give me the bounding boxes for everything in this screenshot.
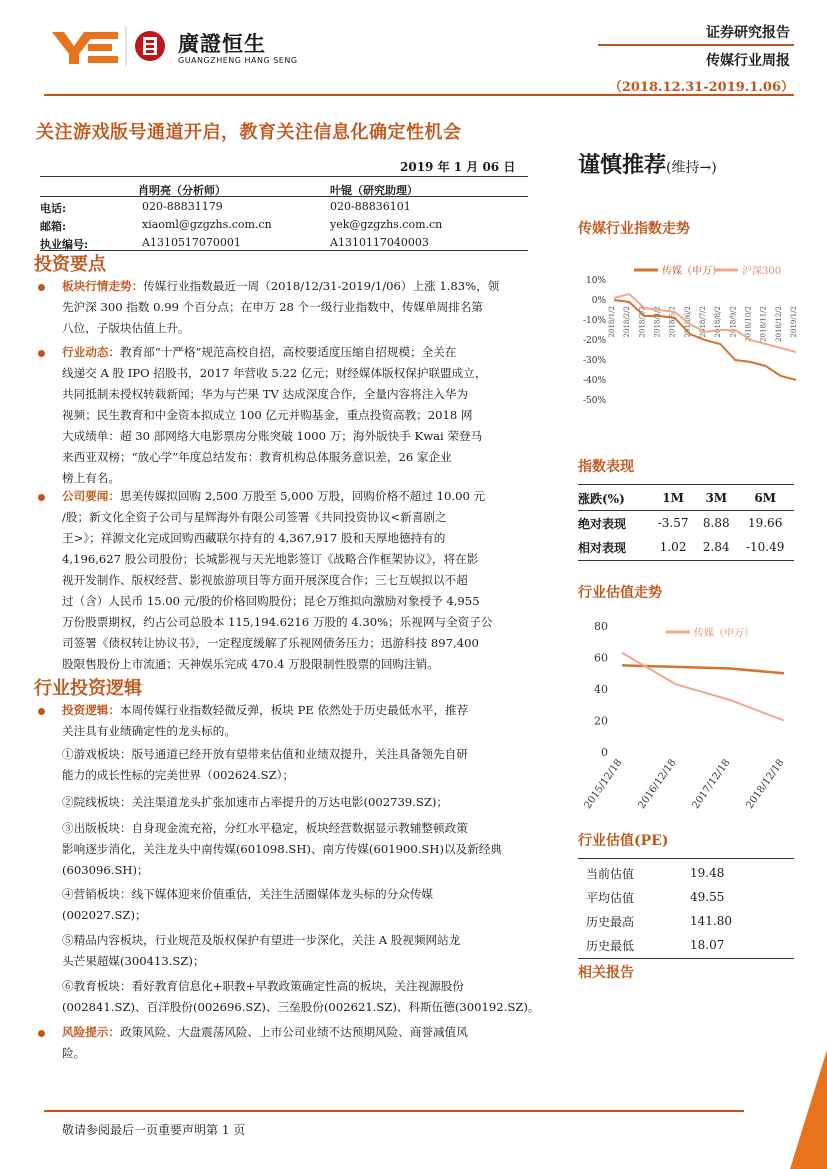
divider <box>40 176 528 177</box>
text-line: 过（含）人民币 15.00 元/股的价格回购股份；昆仑万维拟向激励对象授予 4,955 <box>62 594 480 608</box>
x-tick-label: 2018/8/2 <box>714 306 723 338</box>
col-header: 1M <box>662 491 684 505</box>
row-label: 历史最低 <box>586 938 635 953</box>
text-line: 视频；民生教育和中金资本拟成立 100 亿元并购基金，重点投资高教；2018 网 <box>62 408 473 422</box>
rating-note: (维持→) <box>666 160 717 176</box>
row-label: 相对表现 <box>578 540 627 555</box>
table-row <box>578 885 794 909</box>
pe-table <box>578 861 794 957</box>
text-line: 共同抵制未授权转载新闻；华为与芒果 TV 达成深度合作，全量内容将注入华为 <box>62 387 469 401</box>
footer-rule <box>44 1110 744 1112</box>
analyst-1-email: xiaoml@gzgzhs.com.cn <box>142 218 272 231</box>
analyst-phone-row <box>40 198 528 216</box>
analyst-2-name: 叶锟（研究助理） <box>330 184 418 197</box>
table-row <box>578 511 794 536</box>
risk-label: 风险提示： <box>62 1025 120 1039</box>
company-logo-mark <box>52 28 118 70</box>
y-tick-label: 40 <box>594 683 608 696</box>
x-tick-label: 2018/12/18 <box>744 757 787 811</box>
col-header: 6M <box>754 491 776 505</box>
seal-logo <box>124 26 170 66</box>
analyst-1-name: 肖明亮（分析师） <box>138 184 226 197</box>
logic-item-marketing <box>62 884 562 926</box>
analyst-email-row <box>40 216 528 234</box>
x-tick-label: 2018/9/2 <box>729 306 738 338</box>
cell: 19.66 <box>747 516 783 530</box>
bullet <box>38 494 45 501</box>
related-reports-title: 相关报告 <box>578 965 634 981</box>
analyst-1-phone: 020-88831179 <box>142 200 223 213</box>
text-line: 关注具有业绩确定性的龙头标的。 <box>62 724 236 738</box>
legend-hs300: 沪深300 <box>742 266 782 277</box>
text-line: 4,196,627 股公司股份；长城影视与天光地影签订《战略合作框架协议》，将在影 <box>62 552 479 566</box>
corner-decoration <box>790 1050 827 1169</box>
text-line: 能力的成长性标的完美世界（002624.SZ）； <box>62 768 295 782</box>
industry-news-label: 行业动态： <box>62 345 120 359</box>
row-label: 绝对表现 <box>578 516 627 531</box>
text-line: 股限售股份上市流通；天神娱乐完成 470.4 万股限制性股票的回购注销。 <box>62 657 439 671</box>
text-line: 大成绩单：超 30 部网络大电影票房分账突破 1000 万；海外版快手 Kwai 荣登马 <box>62 429 483 443</box>
text-line: (603096.SH)； <box>62 863 149 877</box>
text-line: 教育部“十严格”规范高校自招，高校要适度压缩自招规模；全关在 <box>119 345 457 359</box>
report-date: 2019 年 1 月 06 日 <box>400 160 516 174</box>
text-line: 来西亚双榜；“放心学”年度总结发布：教育机构总体服务意识差，26 家企业 <box>62 450 452 464</box>
divider <box>40 250 528 251</box>
x-tick-label: 2017/12/18 <box>690 757 733 811</box>
text-line: 榜上有名。 <box>62 471 120 485</box>
x-tick-label: 2018/12/2 <box>774 306 783 342</box>
industry-news-paragraph <box>62 342 562 489</box>
investment-logic-label: 投资逻辑： <box>62 703 120 717</box>
text-line: ⑥教育板块：看好教育信息化+职教+早教政策确定性高的板块，关注视源股份 <box>62 979 465 993</box>
x-tick-label: 2018/3/2 <box>638 306 647 338</box>
cell: -3.57 <box>657 516 689 530</box>
text-line: 万份股票期权，约占公司总股本 115,194.6216 万股的 4.30%；乐视网与全资子公 <box>62 615 493 629</box>
cell: 141.80 <box>690 914 732 928</box>
footer-text: 敬请参阅最后一页重要声明第 1 页 <box>62 1123 246 1137</box>
text-line: 头芒果超媒(300413.SZ)； <box>62 954 205 968</box>
text-line: 思美传媒拟回购 2,500 万股至 5,000 万股，回购价格不超过 10.00 元 <box>119 489 486 503</box>
table-row <box>578 933 794 957</box>
x-tick-label: 2018/1/2 <box>608 306 616 338</box>
divider <box>578 484 794 485</box>
divider <box>598 44 794 46</box>
report-name: 传媒行业周报 <box>706 53 790 69</box>
text-line: (002027.SZ)； <box>62 908 147 922</box>
col-header: 涨跌(%) <box>578 491 625 506</box>
analyst-2-license: A1310117040003 <box>330 236 429 249</box>
phone-label: 电话: <box>40 202 67 215</box>
text-line: ⑤精品内容板块，行业规范及版权保护有望进一步深化，关注 A 股视频网站龙 <box>62 933 461 947</box>
text-line: 司签署《债权转让协议书》，一定程度缓解了乐视网债务压力；迅游科技 897,400 <box>62 636 479 650</box>
x-tick-label: 2018/5/2 <box>668 306 677 338</box>
valuation-trend-chart <box>574 610 806 820</box>
rating-main: 谨慎推荐 <box>578 152 667 178</box>
row-label: 平均估值 <box>586 890 635 905</box>
logic-item-publishing <box>62 818 562 881</box>
x-tick-label: 2018/11/2 <box>759 306 768 342</box>
y-tick-label: 60 <box>594 651 608 665</box>
market-trend-label: 板块行情走势： <box>62 279 144 293</box>
text-line: 影响逐步消化，关注龙头中南传媒(601098.SH)、南方传媒(601900.SH)以及新经典 <box>62 842 502 856</box>
x-tick-label: 2018/6/2 <box>683 306 692 338</box>
x-tick-label: 2018/2/2 <box>623 306 632 338</box>
y-tick-label: 0% <box>591 296 606 306</box>
text-line: ①游戏板块：版号通道已经开放有望带来估值和业绩双提升，关注具备领先自研 <box>62 747 468 761</box>
bullet <box>38 708 45 715</box>
y-tick-label: -30% <box>582 356 606 366</box>
index-trend-chart <box>574 246 806 430</box>
cell: 19.48 <box>690 866 725 880</box>
index-chart-title: 传媒行业指数走势 <box>578 221 690 237</box>
pe-title: 行业估值(PE) <box>578 833 669 849</box>
text-line: (002841.SZ)、百洋股份(002696.SZ)、三垒股份(002621.SZ)、科斯伍德(300192.SZ)。 <box>62 1000 540 1014</box>
report-title: 关注游戏版号通道开启，教育关注信息化确定性机会 <box>36 122 462 143</box>
text-line: ④营销板块：线下媒体迎来价值重估，关注生活圈媒体龙头标的分众传媒 <box>62 887 434 901</box>
analyst-2-phone: 020-88836101 <box>330 200 411 213</box>
performance-title: 指数表现 <box>578 459 634 475</box>
bullet <box>38 1030 45 1037</box>
cell: 1.02 <box>659 540 687 554</box>
y-tick-label: 0 <box>601 746 608 759</box>
text-line: 王>》；祥源文化完成回购西藏联尔持有的 4,367,917 股和天厚地德持有的 <box>62 531 446 545</box>
analyst-table <box>40 180 528 252</box>
y-tick-label: -50% <box>582 396 606 406</box>
cell: -10.49 <box>745 540 785 554</box>
section-invest-points: 投资要点 <box>34 254 106 275</box>
divider <box>578 958 794 959</box>
analyst-2-email: yek@gzgzhs.com.cn <box>330 218 443 231</box>
divider <box>578 858 794 859</box>
table-row <box>578 909 794 933</box>
text-line: 八位，子版块估值上升。 <box>62 321 190 335</box>
email-label: 邮箱: <box>40 220 67 233</box>
report-type: 证券研究报告 <box>706 25 790 41</box>
x-tick-label: 2015/12/18 <box>582 757 625 811</box>
brand-name: 廣證恒生 <box>178 31 266 56</box>
divider <box>40 196 528 197</box>
x-tick-label: 2018/7/2 <box>699 306 707 338</box>
x-tick-label: 2019/1/2 <box>790 306 798 338</box>
market-trend-paragraph <box>62 276 562 339</box>
rating <box>578 148 717 179</box>
cell: 8.88 <box>702 516 730 530</box>
investment-logic-intro <box>62 700 562 742</box>
text-line: /股；新文化全资子公司与星辉海外有限公司签署《共同投资协议<新喜剧之 <box>62 510 447 524</box>
cell: 18.07 <box>690 938 725 952</box>
text-line: 线递交 A 股 IPO 招股书，2017 年营收 5.22 亿元；财经媒体版权保护联盟成立， <box>62 366 487 380</box>
bullet <box>38 350 45 357</box>
col-header: 3M <box>705 491 728 505</box>
text-line: ③出版板块：自身现金流充裕，分红水平稳定，板块经营数据显示教辅整顿政策 <box>62 821 468 835</box>
company-news-paragraph <box>62 486 562 675</box>
cell: 49.55 <box>690 890 725 904</box>
cell: 2.84 <box>702 540 730 554</box>
analyst-1-license: A1310517070001 <box>142 236 241 249</box>
legend-media: 传媒（申万） <box>662 266 722 277</box>
text-line: ②院线板块：关注渠道龙头扩张加速市占率提升的万达电影(002739.SZ)； <box>62 795 449 809</box>
text-line: 传媒行业指数最近一周（2018/12/31-2019/1/06）上涨 1.83%，领 <box>143 279 500 293</box>
divider <box>578 560 794 561</box>
text-line: 政策风险、大盘震荡风险、上市公司业绩不达预期风险、商誉减值风 <box>119 1025 468 1039</box>
x-tick-label: 2016/12/18 <box>636 757 679 811</box>
x-tick-label: 2018/10/2 <box>744 306 753 342</box>
text-line: 险。 <box>62 1046 86 1060</box>
legend-pe: 传媒（申万） <box>694 628 754 639</box>
section-investment-logic: 行业投资逻辑 <box>34 678 142 699</box>
report-period: （2018.12.31-2019.1.06） <box>608 80 794 95</box>
performance-header-row <box>578 486 794 511</box>
y-tick-label: 20 <box>594 714 608 728</box>
row-label: 历史最高 <box>586 914 635 929</box>
text-line: 本周传媒行业指数轻微反弹，板块 PE 依然处于历史最低水平，推荐 <box>119 703 469 717</box>
performance-table <box>578 486 794 559</box>
y-tick-label: 10% <box>585 276 606 286</box>
company-news-label: 公司要闻： <box>62 489 120 503</box>
logic-item-cinema <box>62 792 562 813</box>
bullet <box>38 284 45 291</box>
logic-item-education <box>62 976 562 1018</box>
y-tick-label: -10% <box>582 316 606 326</box>
table-row <box>578 535 794 559</box>
header-rule <box>44 94 794 96</box>
logic-item-content <box>62 930 562 972</box>
logic-item-games <box>62 744 562 786</box>
text-line: 先沪深 300 指数 0.99 个百分点；在申万 28 个一级行业指数中，传媒单周排名第 <box>62 300 484 314</box>
license-label: 执业编号: <box>40 238 89 251</box>
y-tick-label: -20% <box>582 336 606 346</box>
y-tick-label: -40% <box>582 376 606 386</box>
series-line-pe <box>622 653 784 721</box>
row-label: 当前估值 <box>586 866 635 881</box>
valuation-chart-title: 行业估值走势 <box>578 585 662 601</box>
table-row <box>578 861 794 885</box>
y-tick-label: 80 <box>594 620 608 633</box>
x-tick-label: 2018/4/2 <box>653 306 662 338</box>
text-line: 视开发制作、版权经营、影视旅游项目等方面开展深度合作；三七互娱拟以不超 <box>62 573 468 587</box>
risk-paragraph <box>62 1022 562 1064</box>
brand-name-en: GUANGZHENG HANG SENG <box>178 56 298 65</box>
